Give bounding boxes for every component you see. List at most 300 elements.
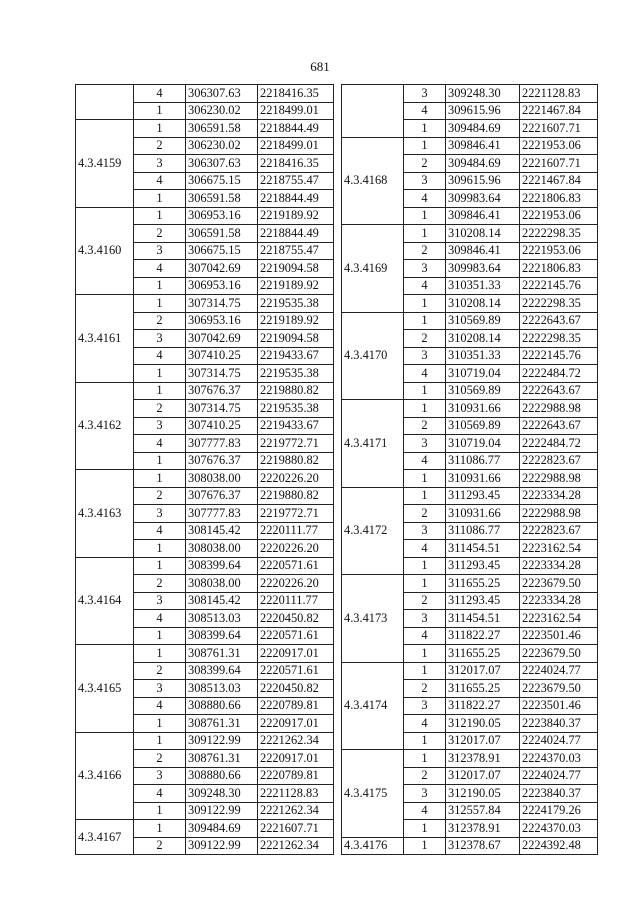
y-coordinate-cell: 2220226.20: [258, 470, 334, 488]
x-coordinate-cell: 306307.63: [186, 85, 258, 103]
y-coordinate-cell: 2224392.48: [520, 837, 598, 855]
x-coordinate-cell: 312378.91: [446, 820, 520, 838]
table-row: [342, 312, 598, 330]
point-number-cell: 4: [134, 697, 186, 715]
x-coordinate-cell: 308399.64: [186, 557, 258, 575]
x-coordinate-cell: 310931.66: [446, 400, 520, 418]
point-number-cell: 1: [134, 627, 186, 645]
y-coordinate-cell: 2220450.82: [258, 610, 334, 628]
y-coordinate-cell: 2222823.67: [520, 452, 598, 470]
x-coordinate-cell: 306591.58: [186, 190, 258, 208]
table-row: [76, 85, 334, 103]
x-coordinate-cell: 308761.31: [186, 750, 258, 768]
point-number-cell: 4: [134, 85, 186, 103]
table-row: [76, 645, 334, 663]
x-coordinate-cell: 312378.67: [446, 837, 520, 855]
point-number-cell: 1: [134, 645, 186, 663]
y-coordinate-cell: 2221262.34: [258, 837, 334, 855]
x-coordinate-cell: 312017.07: [446, 662, 520, 680]
parcel-id-cell: 4.3.4165: [76, 645, 134, 733]
x-coordinate-cell: 308038.00: [186, 470, 258, 488]
point-number-cell: 1: [404, 750, 446, 768]
x-coordinate-cell: 312190.05: [446, 785, 520, 803]
x-coordinate-cell: 308145.42: [186, 522, 258, 540]
x-coordinate-cell: 309846.41: [446, 242, 520, 260]
point-number-cell: 1: [134, 452, 186, 470]
x-coordinate-cell: 309122.99: [186, 732, 258, 750]
table-row: [342, 750, 598, 768]
table-row: [76, 820, 334, 838]
point-number-cell: 3: [134, 242, 186, 260]
x-coordinate-cell: 309122.99: [186, 802, 258, 820]
point-number-cell: 1: [134, 715, 186, 733]
point-number-cell: 3: [134, 417, 186, 435]
x-coordinate-cell: 311454.51: [446, 610, 520, 628]
x-coordinate-cell: 311293.45: [446, 557, 520, 575]
point-number-cell: 1: [134, 295, 186, 313]
y-coordinate-cell: 2218416.35: [258, 155, 334, 173]
y-coordinate-cell: 2224370.03: [520, 750, 598, 768]
y-coordinate-cell: 2220111.77: [258, 522, 334, 540]
x-coordinate-cell: 307676.37: [186, 452, 258, 470]
table-row: [76, 120, 334, 138]
parcel-id-cell: 4.3.4167: [76, 820, 134, 855]
x-coordinate-cell: 310569.89: [446, 382, 520, 400]
y-coordinate-cell: 2223501.46: [520, 697, 598, 715]
point-number-cell: 4: [134, 347, 186, 365]
x-coordinate-cell: 308513.03: [186, 610, 258, 628]
point-number-cell: 1: [404, 470, 446, 488]
point-number-cell: 4: [404, 365, 446, 383]
y-coordinate-cell: 2221806.83: [520, 260, 598, 278]
point-number-cell: 1: [134, 732, 186, 750]
parcel-id-cell: 4.3.4168: [342, 137, 404, 225]
x-coordinate-cell: 309846.41: [446, 207, 520, 225]
point-number-cell: 4: [404, 277, 446, 295]
table-row: [342, 837, 598, 855]
parcel-id-cell: 4.3.4173: [342, 575, 404, 663]
x-coordinate-cell: 310931.66: [446, 505, 520, 523]
x-coordinate-cell: 312557.84: [446, 802, 520, 820]
x-coordinate-cell: 306230.02: [186, 102, 258, 120]
y-coordinate-cell: 2218499.01: [258, 137, 334, 155]
y-coordinate-cell: 2220789.81: [258, 767, 334, 785]
y-coordinate-cell: 2223501.46: [520, 627, 598, 645]
y-coordinate-cell: 2222298.35: [520, 225, 598, 243]
point-number-cell: 2: [404, 592, 446, 610]
y-coordinate-cell: 2218499.01: [258, 102, 334, 120]
point-number-cell: 1: [404, 382, 446, 400]
point-number-cell: 4: [134, 260, 186, 278]
point-number-cell: 2: [404, 505, 446, 523]
y-coordinate-cell: 2222145.76: [520, 347, 598, 365]
x-coordinate-cell: 307314.75: [186, 400, 258, 418]
y-coordinate-cell: 2224024.77: [520, 662, 598, 680]
x-coordinate-cell: 312017.07: [446, 732, 520, 750]
x-coordinate-cell: 309248.30: [186, 785, 258, 803]
point-number-cell: 1: [404, 207, 446, 225]
point-number-cell: 3: [404, 172, 446, 190]
coordinates-table-right: [341, 84, 598, 855]
x-coordinate-cell: 307777.83: [186, 435, 258, 453]
point-number-cell: 2: [134, 487, 186, 505]
point-number-cell: 1: [134, 557, 186, 575]
point-number-cell: 2: [134, 662, 186, 680]
x-coordinate-cell: 312378.91: [446, 750, 520, 768]
y-coordinate-cell: 2222145.76: [520, 277, 598, 295]
x-coordinate-cell: 311293.45: [446, 487, 520, 505]
table-row: [342, 85, 598, 103]
parcel-id-cell: 4.3.4163: [76, 470, 134, 558]
y-coordinate-cell: 2222643.67: [520, 417, 598, 435]
y-coordinate-cell: 2219094.58: [258, 260, 334, 278]
y-coordinate-cell: 2221607.71: [258, 820, 334, 838]
point-number-cell: 3: [404, 260, 446, 278]
x-coordinate-cell: 306953.16: [186, 207, 258, 225]
y-coordinate-cell: 2222988.98: [520, 400, 598, 418]
point-number-cell: 2: [404, 155, 446, 173]
y-coordinate-cell: 2218844.49: [258, 225, 334, 243]
y-coordinate-cell: 2218416.35: [258, 85, 334, 103]
point-number-cell: 3: [404, 697, 446, 715]
y-coordinate-cell: 2220226.20: [258, 575, 334, 593]
y-coordinate-cell: 2221128.83: [258, 785, 334, 803]
y-coordinate-cell: 2221607.71: [520, 120, 598, 138]
x-coordinate-cell: 308761.31: [186, 645, 258, 663]
point-number-cell: 3: [134, 680, 186, 698]
point-number-cell: 2: [134, 400, 186, 418]
y-coordinate-cell: 2222988.98: [520, 470, 598, 488]
parcel-id-cell: 4.3.4176: [342, 837, 404, 855]
x-coordinate-cell: 310719.04: [446, 435, 520, 453]
x-coordinate-cell: 309615.96: [446, 102, 520, 120]
y-coordinate-cell: 2223162.54: [520, 610, 598, 628]
x-coordinate-cell: 307676.37: [186, 487, 258, 505]
y-coordinate-cell: 2222643.67: [520, 382, 598, 400]
x-coordinate-cell: 307676.37: [186, 382, 258, 400]
point-number-cell: 3: [134, 155, 186, 173]
x-coordinate-cell: 306230.02: [186, 137, 258, 155]
point-number-cell: 1: [404, 837, 446, 855]
table-row: [76, 382, 334, 400]
x-coordinate-cell: 308513.03: [186, 680, 258, 698]
parcel-id-cell: 4.3.4174: [342, 662, 404, 750]
point-number-cell: 4: [134, 610, 186, 628]
x-coordinate-cell: 308038.00: [186, 575, 258, 593]
coordinates-table-left: [75, 84, 334, 855]
parcel-id-cell: 4.3.4164: [76, 557, 134, 645]
y-coordinate-cell: 2223334.28: [520, 592, 598, 610]
x-coordinate-cell: 310719.04: [446, 365, 520, 383]
y-coordinate-cell: 2223334.28: [520, 487, 598, 505]
y-coordinate-cell: 2219189.92: [258, 312, 334, 330]
parcel-id-cell: 4.3.4166: [76, 732, 134, 820]
x-coordinate-cell: 310351.33: [446, 277, 520, 295]
point-number-cell: 2: [404, 767, 446, 785]
point-number-cell: 2: [134, 137, 186, 155]
y-coordinate-cell: 2222988.98: [520, 505, 598, 523]
point-number-cell: 2: [404, 242, 446, 260]
y-coordinate-cell: 2219535.38: [258, 295, 334, 313]
table-row: [342, 400, 598, 418]
x-coordinate-cell: 309983.64: [446, 190, 520, 208]
x-coordinate-cell: 311293.45: [446, 592, 520, 610]
y-coordinate-cell: 2219772.71: [258, 505, 334, 523]
x-coordinate-cell: 306953.16: [186, 277, 258, 295]
y-coordinate-cell: 2223840.37: [520, 785, 598, 803]
x-coordinate-cell: 307314.75: [186, 365, 258, 383]
point-number-cell: 1: [404, 225, 446, 243]
x-coordinate-cell: 310931.66: [446, 470, 520, 488]
table-row: [342, 137, 598, 155]
point-number-cell: 1: [404, 295, 446, 313]
y-coordinate-cell: 2223162.54: [520, 540, 598, 558]
x-coordinate-cell: 310569.89: [446, 312, 520, 330]
parcel-id-cell: 4.3.4171: [342, 400, 404, 488]
x-coordinate-cell: 306675.15: [186, 242, 258, 260]
x-coordinate-cell: 311655.25: [446, 680, 520, 698]
y-coordinate-cell: 2218755.47: [258, 172, 334, 190]
table-row: [342, 225, 598, 243]
x-coordinate-cell: 310208.14: [446, 225, 520, 243]
x-coordinate-cell: 308399.64: [186, 662, 258, 680]
point-number-cell: 1: [134, 470, 186, 488]
y-coordinate-cell: 2220917.01: [258, 715, 334, 733]
point-number-cell: 1: [134, 120, 186, 138]
y-coordinate-cell: 2222298.35: [520, 295, 598, 313]
point-number-cell: 3: [404, 85, 446, 103]
x-coordinate-cell: 309484.69: [446, 120, 520, 138]
y-coordinate-cell: 2220917.01: [258, 750, 334, 768]
y-coordinate-cell: 2224024.77: [520, 767, 598, 785]
y-coordinate-cell: 2222643.67: [520, 312, 598, 330]
y-coordinate-cell: 2223679.50: [520, 645, 598, 663]
point-number-cell: 4: [404, 190, 446, 208]
y-coordinate-cell: 2223334.28: [520, 557, 598, 575]
y-coordinate-cell: 2219094.58: [258, 330, 334, 348]
parcel-id-cell: 4.3.4169: [342, 225, 404, 313]
y-coordinate-cell: 2219880.82: [258, 487, 334, 505]
point-number-cell: 4: [404, 715, 446, 733]
y-coordinate-cell: 2220450.82: [258, 680, 334, 698]
x-coordinate-cell: 310208.14: [446, 295, 520, 313]
y-coordinate-cell: 2221467.84: [520, 172, 598, 190]
point-number-cell: 4: [134, 435, 186, 453]
point-number-cell: 1: [404, 400, 446, 418]
point-number-cell: 2: [134, 575, 186, 593]
y-coordinate-cell: 2218844.49: [258, 190, 334, 208]
point-number-cell: 4: [404, 540, 446, 558]
x-coordinate-cell: 308038.00: [186, 540, 258, 558]
point-number-cell: 3: [134, 505, 186, 523]
table-row: [76, 557, 334, 575]
point-number-cell: 1: [404, 645, 446, 663]
point-number-cell: 1: [404, 120, 446, 138]
y-coordinate-cell: 2221262.34: [258, 802, 334, 820]
y-coordinate-cell: 2223679.50: [520, 680, 598, 698]
point-number-cell: 3: [134, 330, 186, 348]
parcel-id-cell: 4.3.4161: [76, 295, 134, 383]
y-coordinate-cell: 2223679.50: [520, 575, 598, 593]
point-number-cell: 4: [404, 627, 446, 645]
parcel-id-cell: [76, 85, 134, 120]
point-number-cell: 4: [404, 452, 446, 470]
y-coordinate-cell: 2221953.06: [520, 242, 598, 260]
y-coordinate-cell: 2218844.49: [258, 120, 334, 138]
point-number-cell: 1: [134, 102, 186, 120]
y-coordinate-cell: 2220571.61: [258, 627, 334, 645]
table-row: [76, 207, 334, 225]
y-coordinate-cell: 2219880.82: [258, 452, 334, 470]
table-row: [76, 470, 334, 488]
x-coordinate-cell: 306953.16: [186, 312, 258, 330]
y-coordinate-cell: 2219189.92: [258, 207, 334, 225]
point-number-cell: 1: [404, 487, 446, 505]
point-number-cell: 1: [134, 540, 186, 558]
y-coordinate-cell: 2220789.81: [258, 697, 334, 715]
x-coordinate-cell: 309122.99: [186, 837, 258, 855]
page-number: 681: [310, 59, 330, 74]
x-coordinate-cell: 307042.69: [186, 330, 258, 348]
point-number-cell: 1: [134, 207, 186, 225]
y-coordinate-cell: 2218755.47: [258, 242, 334, 260]
parcel-id-cell: 4.3.4170: [342, 312, 404, 400]
y-coordinate-cell: 2219189.92: [258, 277, 334, 295]
y-coordinate-cell: 2221262.34: [258, 732, 334, 750]
x-coordinate-cell: 311655.25: [446, 645, 520, 663]
x-coordinate-cell: 308145.42: [186, 592, 258, 610]
x-coordinate-cell: 308880.66: [186, 697, 258, 715]
y-coordinate-cell: 2221953.06: [520, 207, 598, 225]
y-coordinate-cell: 2220571.61: [258, 662, 334, 680]
point-number-cell: 1: [134, 190, 186, 208]
point-number-cell: 1: [134, 802, 186, 820]
point-number-cell: 1: [404, 557, 446, 575]
x-coordinate-cell: 307410.25: [186, 347, 258, 365]
y-coordinate-cell: 2219535.38: [258, 365, 334, 383]
y-coordinate-cell: 2219433.67: [258, 417, 334, 435]
point-number-cell: 2: [404, 330, 446, 348]
y-coordinate-cell: 2220226.20: [258, 540, 334, 558]
x-coordinate-cell: 308880.66: [186, 767, 258, 785]
point-number-cell: 1: [404, 312, 446, 330]
point-number-cell: 4: [134, 172, 186, 190]
x-coordinate-cell: 307410.25: [186, 417, 258, 435]
y-coordinate-cell: 2219772.71: [258, 435, 334, 453]
parcel-id-cell: 4.3.4162: [76, 382, 134, 470]
y-coordinate-cell: 2224024.77: [520, 732, 598, 750]
point-number-cell: 3: [404, 522, 446, 540]
point-number-cell: 3: [134, 767, 186, 785]
x-coordinate-cell: 306591.58: [186, 225, 258, 243]
x-coordinate-cell: 307042.69: [186, 260, 258, 278]
point-number-cell: 4: [404, 802, 446, 820]
y-coordinate-cell: 2222484.72: [520, 435, 598, 453]
y-coordinate-cell: 2219535.38: [258, 400, 334, 418]
table-row: [342, 487, 598, 505]
point-number-cell: 1: [134, 382, 186, 400]
x-coordinate-cell: 309248.30: [446, 85, 520, 103]
point-number-cell: 2: [134, 750, 186, 768]
table-row: [342, 662, 598, 680]
y-coordinate-cell: 2222823.67: [520, 522, 598, 540]
x-coordinate-cell: 309484.69: [186, 820, 258, 838]
point-number-cell: 3: [404, 610, 446, 628]
point-number-cell: 3: [404, 347, 446, 365]
x-coordinate-cell: 307777.83: [186, 505, 258, 523]
point-number-cell: 2: [134, 312, 186, 330]
parcel-id-cell: [342, 85, 404, 138]
y-coordinate-cell: 2219880.82: [258, 382, 334, 400]
x-coordinate-cell: 308761.31: [186, 715, 258, 733]
table-row: [342, 575, 598, 593]
point-number-cell: 2: [134, 225, 186, 243]
y-coordinate-cell: 2222298.35: [520, 330, 598, 348]
x-coordinate-cell: 306675.15: [186, 172, 258, 190]
y-coordinate-cell: 2220917.01: [258, 645, 334, 663]
x-coordinate-cell: 312190.05: [446, 715, 520, 733]
parcel-id-cell: 4.3.4172: [342, 487, 404, 575]
y-coordinate-cell: 2220571.61: [258, 557, 334, 575]
x-coordinate-cell: 306591.58: [186, 120, 258, 138]
point-number-cell: 3: [404, 435, 446, 453]
y-coordinate-cell: 2224370.03: [520, 820, 598, 838]
x-coordinate-cell: 309846.41: [446, 137, 520, 155]
point-number-cell: 2: [404, 680, 446, 698]
y-coordinate-cell: 2221953.06: [520, 137, 598, 155]
x-coordinate-cell: 311086.77: [446, 452, 520, 470]
table-row: [76, 295, 334, 313]
x-coordinate-cell: 312017.07: [446, 767, 520, 785]
x-coordinate-cell: 306307.63: [186, 155, 258, 173]
x-coordinate-cell: 307314.75: [186, 295, 258, 313]
point-number-cell: 1: [404, 732, 446, 750]
x-coordinate-cell: 311655.25: [446, 575, 520, 593]
x-coordinate-cell: 311822.27: [446, 697, 520, 715]
x-coordinate-cell: 311454.51: [446, 540, 520, 558]
x-coordinate-cell: 308399.64: [186, 627, 258, 645]
point-number-cell: 1: [404, 662, 446, 680]
point-number-cell: 1: [404, 137, 446, 155]
y-coordinate-cell: 2224179.26: [520, 802, 598, 820]
x-coordinate-cell: 310351.33: [446, 347, 520, 365]
point-number-cell: 2: [134, 837, 186, 855]
point-number-cell: 4: [134, 785, 186, 803]
point-number-cell: 4: [134, 522, 186, 540]
point-number-cell: 2: [404, 417, 446, 435]
x-coordinate-cell: 309615.96: [446, 172, 520, 190]
parcel-id-cell: 4.3.4160: [76, 207, 134, 295]
y-coordinate-cell: 2221607.71: [520, 155, 598, 173]
parcel-id-cell: 4.3.4175: [342, 750, 404, 838]
x-coordinate-cell: 311086.77: [446, 522, 520, 540]
y-coordinate-cell: 2223840.37: [520, 715, 598, 733]
x-coordinate-cell: 311822.27: [446, 627, 520, 645]
y-coordinate-cell: 2222484.72: [520, 365, 598, 383]
point-number-cell: 1: [134, 365, 186, 383]
x-coordinate-cell: 310208.14: [446, 330, 520, 348]
y-coordinate-cell: 2219433.67: [258, 347, 334, 365]
y-coordinate-cell: 2221806.83: [520, 190, 598, 208]
table-row: [76, 732, 334, 750]
point-number-cell: 3: [134, 592, 186, 610]
y-coordinate-cell: 2220111.77: [258, 592, 334, 610]
x-coordinate-cell: 310569.89: [446, 417, 520, 435]
parcel-id-cell: 4.3.4159: [76, 120, 134, 208]
point-number-cell: 1: [134, 277, 186, 295]
point-number-cell: 3: [404, 785, 446, 803]
point-number-cell: 1: [134, 820, 186, 838]
